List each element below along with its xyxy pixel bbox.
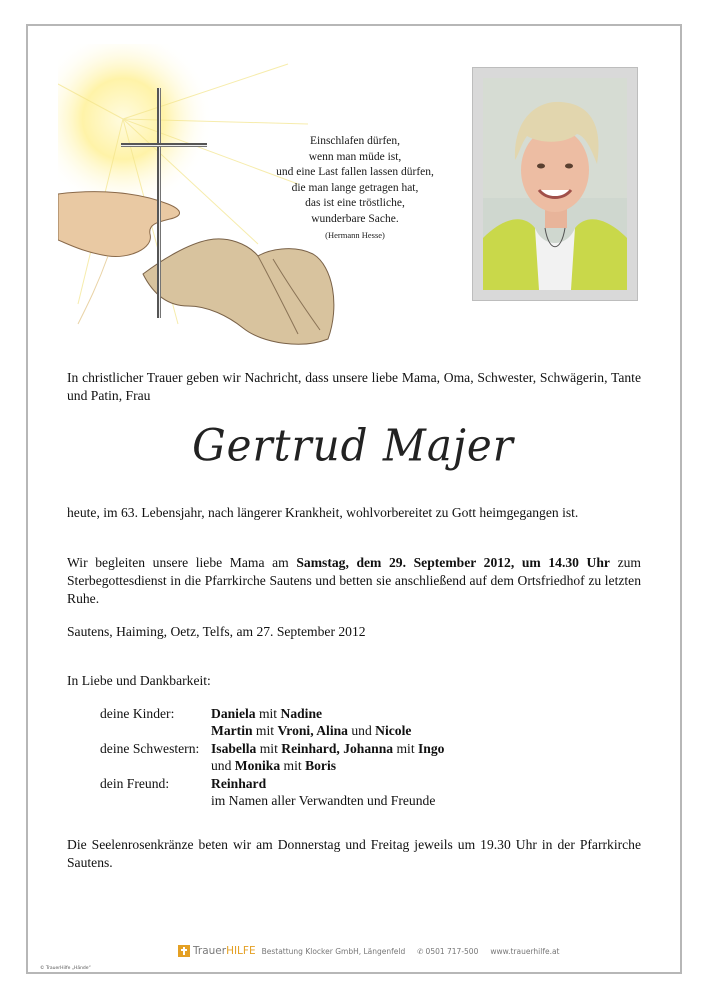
phone-icon: ✆ [417,946,424,956]
family-list [100,705,620,809]
copyright-note: © TrauerHilfe „Hände“ [40,966,91,971]
family-row [100,792,620,809]
quote-line: das ist eine tröstliche, [305,197,405,210]
funeral-info [67,554,641,608]
quote-line: wunderbare Sache. [311,212,399,225]
family-label: deine Schwestern: [100,740,200,756]
family-row [100,740,620,757]
death-notice: heute, im 63. Lebensjahr, nach längerer Krankheit, wohlvorbereitet zu Gott heimgegangen ist. [67,505,579,520]
quote-line: wenn man müde ist, [308,150,402,163]
footer [178,944,560,958]
sun-glow [58,44,213,209]
family-row [100,775,620,792]
left-hand-illustration [58,192,180,257]
place-date: Sautens, Haiming, Oetz, Telfs, am 27. September 2012 [67,624,366,639]
brand-name: TrauerHILFE [193,945,256,957]
trauerhilfe-logo-icon [178,945,190,957]
family-names: Reinhard [211,775,267,791]
thanks-heading: In Liebe und Dankbarkeit: [67,673,211,688]
footer-company: Bestattung Klocker GmbH, Längenfeld [261,946,406,956]
deceased-name: Gertrud Majer [192,419,514,472]
family-names: im Namen aller Verwandten und Freunde [211,793,436,809]
funeral-text-pre: Wir begleiten unsere liebe Mama am [67,555,297,570]
portrait-image [483,78,627,290]
right-hand-illustration [143,239,334,344]
family-row [100,722,620,739]
rosary-info: Die Seelenrosenkränze beten wir am Donnerstag und Freitag jeweils um 19.30 Uhr in der Pfarrkirche Sautens. [67,837,641,870]
family-names: Martin mit Vroni, Alina und Nicole [211,723,412,739]
portrait-photo [483,78,627,290]
family-names: Daniela mit Nadine [211,706,323,721]
quote-author: (Hermann Hesse) [325,229,385,240]
quote-line: und eine Last fallen lassen dürfen, [276,166,434,179]
family-row [100,757,620,774]
funeral-text-post: zum Sterbegottesdienst in die Pfarrkirche Sautens und betten sie anschließend auf dem Ortsfriedhof zu letzten Ruhe. [67,555,641,606]
family-names: und Monika mit Boris [211,758,337,774]
quote-line: Einschlafen dürfen, [309,135,401,147]
family-label: deine Kinder: [100,706,175,721]
quote-line: die man lange getragen hat, [291,181,419,194]
family-row [100,705,620,722]
family-names: Isabella mit Reinhard, Johanna mit Ingo [211,740,445,756]
hesse-quote [265,134,445,242]
footer-web[interactable]: www.trauerhilfe.at [490,946,560,956]
funeral-date: Samstag, dem 29. September 2012, um 14.30 Uhr [296,555,610,570]
intro-text: In christlicher Trauer geben wir Nachricht, dass unsere liebe Mama, Oma, Schwester, Schwägerin, Tante und Patin, Frau [67,370,641,403]
portrait-frame [472,67,638,301]
family-label: dein Freund: [100,775,170,791]
footer-phone: 0501 717-500 [425,946,479,956]
